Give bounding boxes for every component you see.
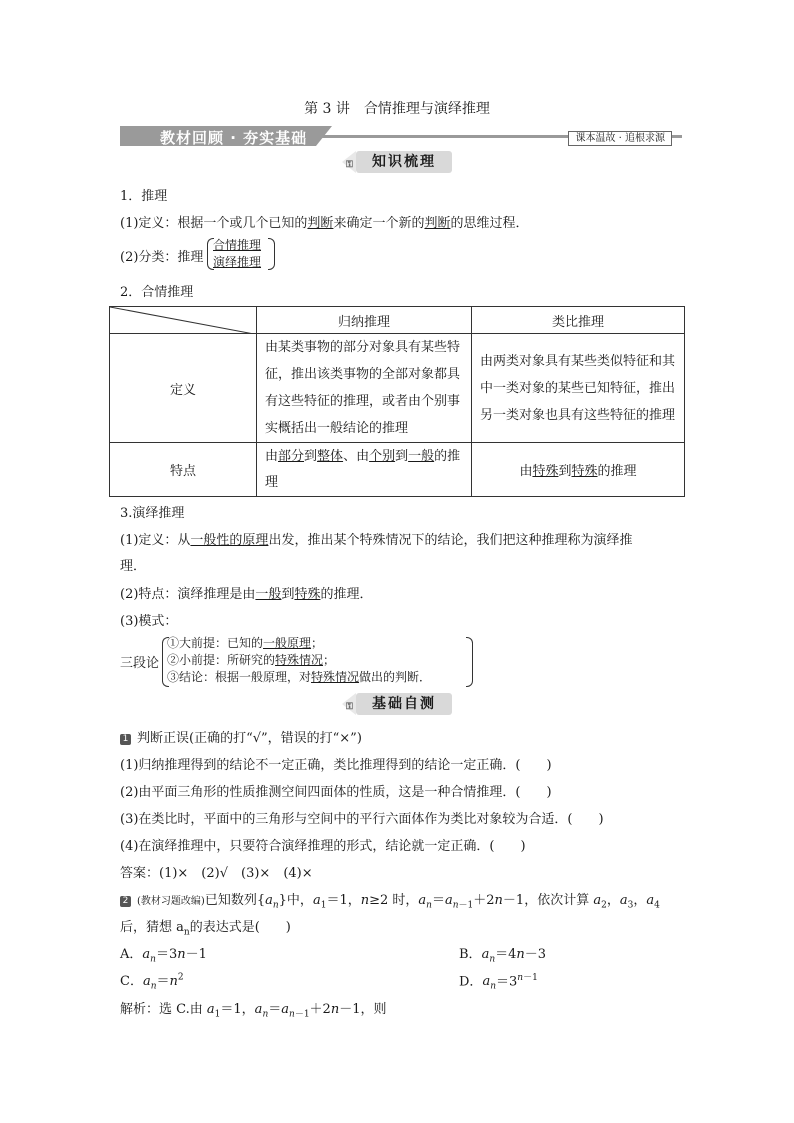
question-1-answer: 答案：(1)× (2)√ (3)× (4)× — [120, 866, 313, 881]
question-1-stem: 1 判断正误(正确的打“√”，错误的打“×”) — [120, 727, 362, 746]
deductive-definition-cont: 理． — [120, 559, 147, 574]
minor-premise: ②小前提：所研究的特殊情况； — [167, 653, 336, 667]
question-1-item: (3)在类比时，平面中的三角形与空间中的平行六面体作为类比对象较为合适．( ) — [120, 812, 604, 827]
chapter-banner — [120, 126, 682, 146]
key-icon: ⚿ — [346, 702, 355, 712]
option-d[interactable]: D．$a_n=3^{n-1}$ — [459, 973, 538, 992]
comparison-table — [109, 306, 685, 497]
brace-right — [268, 238, 275, 270]
syllogism-brace-right — [466, 637, 473, 687]
heading-deductive: 3.演绎推理 — [120, 506, 185, 521]
col-header-inductive: 归纳推理 — [257, 307, 472, 334]
section-heading-selftest — [346, 693, 452, 715]
heading-plausible: 2．合情推理 — [120, 285, 194, 300]
syllogism-label: 三段论 — [120, 656, 160, 671]
row-label-definition: 定义 — [110, 334, 257, 443]
question-1-item: (2)由平面三角形的性质推测空间四面体的性质，这是一种合情推理．( ) — [120, 785, 552, 800]
cell-inductive-definition: 由某类事物的部分对象具有某些特征，推出该类事物的全部对象都具有这些特征的推理，或者由个别事实概括出一般结论的推理 — [257, 334, 472, 443]
question-1-item: (4)在演绎推理中，只要符合演绎推理的形式，结论就一定正确．( ) — [120, 839, 526, 854]
question-2-stem: 2 (教材习题改编)已知数列$\{a_n\}$中，$a_1=1$，n≥2 时，$a_n=a_{n-1}+2n-1$，依次计算 $a_2$，$a_3$，$a_4$ — [120, 889, 660, 911]
question-number-badge: 2 — [120, 896, 131, 907]
col-header-analogical: 类比推理 — [472, 307, 685, 334]
reasoning-classification: (2)分类：推理 — [120, 250, 204, 265]
cell-analogical-feature: 由特殊到特殊的推理 — [472, 443, 685, 497]
row-label-feature: 特点 — [110, 443, 257, 497]
section-heading-label: 知识梳理 — [372, 154, 436, 170]
question-1-item: (1)归纳推理得到的结论不一定正确，类比推理得到的结论一定正确．( ) — [120, 758, 552, 773]
table-row-feature — [110, 443, 685, 497]
question-2-solution: 解析：选 C.由 $a_1=1$，$a_n=a_{n-1}+2n-1$，则 — [120, 1002, 387, 1020]
question-number-badge: 1 — [120, 734, 131, 745]
diagonal-line — [110, 307, 254, 334]
heading-reasoning: 1．推理 — [120, 189, 168, 204]
banner-title: 教材回顾 · 夯实基础 — [160, 129, 308, 147]
corner-cell — [110, 307, 257, 334]
deductive-definition: (1)定义：从一般性的原理出发，推出某个特殊情况下的结论，我们把这种推理称为演绎推 — [120, 533, 633, 548]
key-icon: ⚿ — [346, 160, 355, 170]
class-inductive: 合情推理 — [213, 238, 262, 252]
section-heading-label: 基础自测 — [372, 696, 436, 712]
class-deductive: 演绎推理 — [213, 255, 262, 269]
deductive-feature: (2)特点：演绎推理是由一般到特殊的推理． — [120, 587, 373, 602]
cell-inductive-feature: 由部分到整体、由个别到一般的推理 — [257, 443, 472, 497]
deductive-mode: (3)模式： — [120, 614, 178, 629]
option-c[interactable]: C．$a_n=n^2$ — [120, 972, 184, 992]
banner-tag: 课本温故 · 追根求源 — [568, 131, 672, 146]
cell-analogical-definition: 由两类对象具有某些类似特征和其中一类对象的某些已知特征，推出另一类对象也具有这些特征的推理 — [472, 334, 685, 443]
option-a[interactable]: A．$a_n=3n-1$ — [120, 947, 207, 965]
section-heading-knowledge — [346, 151, 452, 173]
reasoning-definition: (1)定义：根据一个或几个已知的判断来确定一个新的判断的思维过程． — [120, 216, 529, 231]
table-header-row — [110, 307, 685, 334]
major-premise: ①大前提：已知的一般原理； — [167, 636, 324, 650]
table-row-definition — [110, 334, 685, 443]
option-b[interactable]: B．$a_n=4n-3$ — [459, 947, 547, 965]
conclusion: ③结论：根据一般原理，对特殊情况做出的判断． — [167, 670, 432, 684]
page-title: 第 3 讲 合情推理与演绎推理 — [304, 101, 490, 117]
question-2-stem-cont: 后，猜想 $a_n$的表达式是( ) — [120, 920, 291, 938]
